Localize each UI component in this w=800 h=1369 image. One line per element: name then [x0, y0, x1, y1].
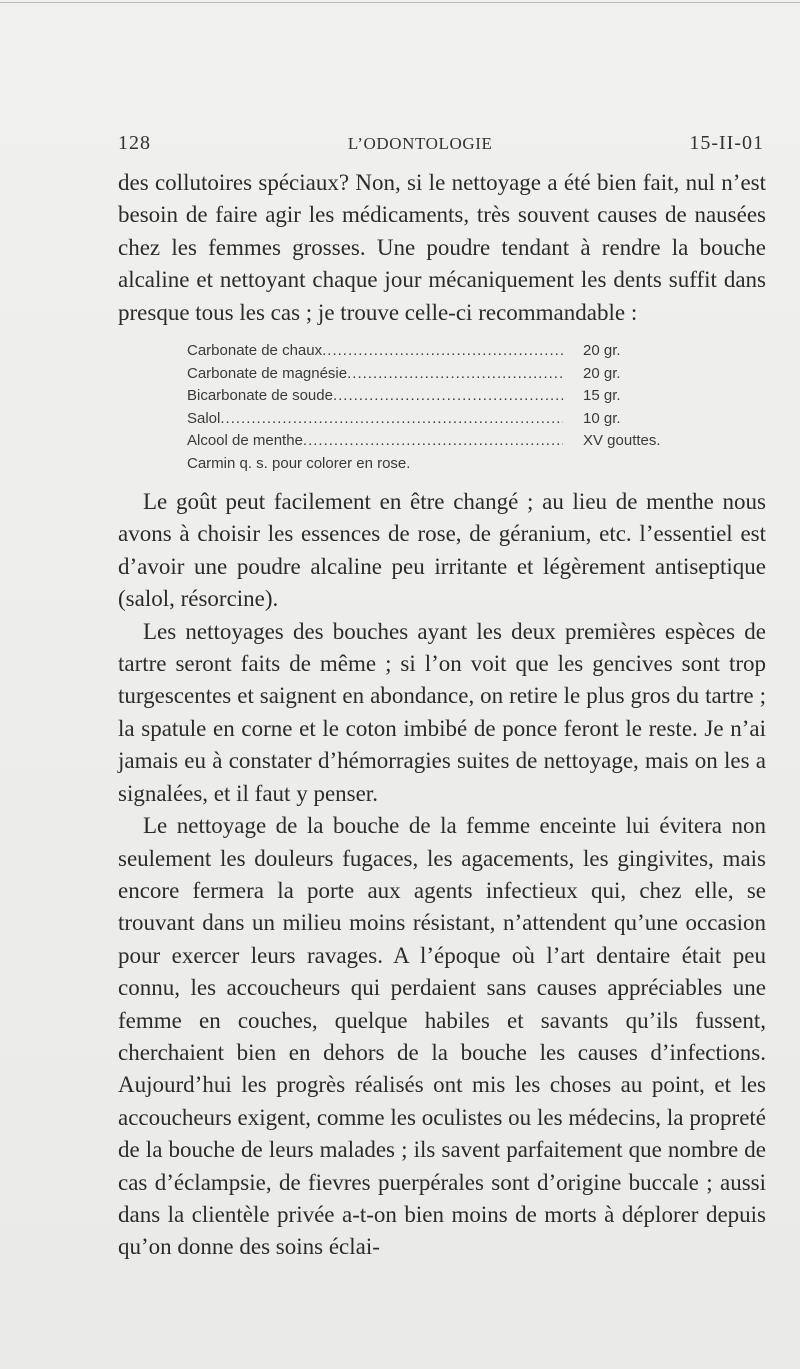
ingredient-quantity: 20 gr.	[583, 342, 621, 360]
running-head	[118, 132, 764, 162]
paragraph-3: Les nettoyages des bouches ayant les deux premières espèces de tartre seront faits de même ; si l’on voit que les gencives sont trop turgescentes et saignent en abondance, on retire le plus gros du tartre ; la spatule en corne et le coton imbibé de ponce feront le reste. Je n’ai jamais eu à constater d’hémorragies suites de nettoyage, mais on les a signalées, et il faut y penser.	[118, 618, 766, 806]
formula-row	[187, 363, 687, 386]
formula-row	[187, 340, 687, 363]
leader-dots	[220, 408, 563, 431]
ingredient-quantity: XV gouttes.	[583, 432, 661, 450]
journal-title: L’ODONTOLOGIE	[347, 134, 493, 153]
formula-row	[187, 408, 687, 431]
ingredient-name: Alcool de menthe	[187, 432, 303, 450]
formula-row	[187, 385, 687, 408]
leader-dots	[303, 430, 563, 453]
paragraph-4: Le nettoyage de la bouche de la femme enceinte lui évitera non seulement les douleurs fugaces, les agacements, les gingivites, mais encore fermera la porte aux agents infectieux qui, chez elle, se trouvant dans un milieu moins résistant, n’attendent qu’une occasion pour exercer leurs ravages. A l’époque où l’art dentaire était peu connu, les accoucheurs qui perdaient sans causes appréciables une femme en couches, quelque habiles et savants qu’ils fussent, cherchaient bien en dehors de la bouche les causes d’infections. Aujourd’hui les progrès réalisés ont mis les choses au point, et les accoucheurs exigent, comme les oculistes ou les médecins, la propreté de la bouche de leurs malades ; ils savent parfaitement que nombre de cas d’éclampsie, de fievres puerpérales sont d’origine buccale ; aussi dans la clientèle privée a-t-on bien moins de morts à déplorer depuis qu’on donne des soins éclai-	[118, 813, 766, 1260]
top-edge-rule	[0, 2, 800, 3]
page-number: 128	[118, 132, 151, 154]
ingredient-quantity: 20 gr.	[583, 364, 621, 382]
leader-dots	[347, 363, 563, 386]
ingredient-quantity: 15 gr.	[583, 387, 621, 405]
paragraph-2: Le goût peut facilement en être changé ; au lieu de menthe nous avons à choisir les essences de rose, de géranium, etc. l’essentiel est d’avoir une poudre alcaline peu irritante et légèrement antiseptique (salol, résorcine).	[118, 489, 766, 612]
ingredient-quantity: 10 gr.	[583, 409, 621, 427]
ingredient-name: Bicarbonate de soude	[187, 387, 333, 405]
ingredient-name: Salol	[187, 409, 221, 427]
paragraph-1: des collutoires spéciaux? Non, si le nettoyage a été bien fait, nul n’est besoin de faire agir les médicaments, très souvent causes de nausées chez les femmes grosses. Une poudre tendant à rendre la bouche alcaline et nettoyant chaque jour mécaniquement les dents suffit dans presque tous les cas ; je trouve celle-ci recommandable :	[118, 170, 766, 325]
ingredient-name: Carbonate de magnésie	[187, 364, 348, 382]
leader-dots	[322, 340, 563, 363]
ingredient-name: Carbonate de chaux	[187, 342, 323, 360]
leader-dots	[333, 385, 563, 408]
main-text	[118, 167, 766, 1264]
tooth-powder-formula	[187, 340, 687, 475]
formula-row	[187, 430, 687, 453]
formula-note: Carmin q. s. pour colorer en rose.	[187, 454, 411, 472]
issue-date: 15-II-01	[689, 132, 764, 154]
